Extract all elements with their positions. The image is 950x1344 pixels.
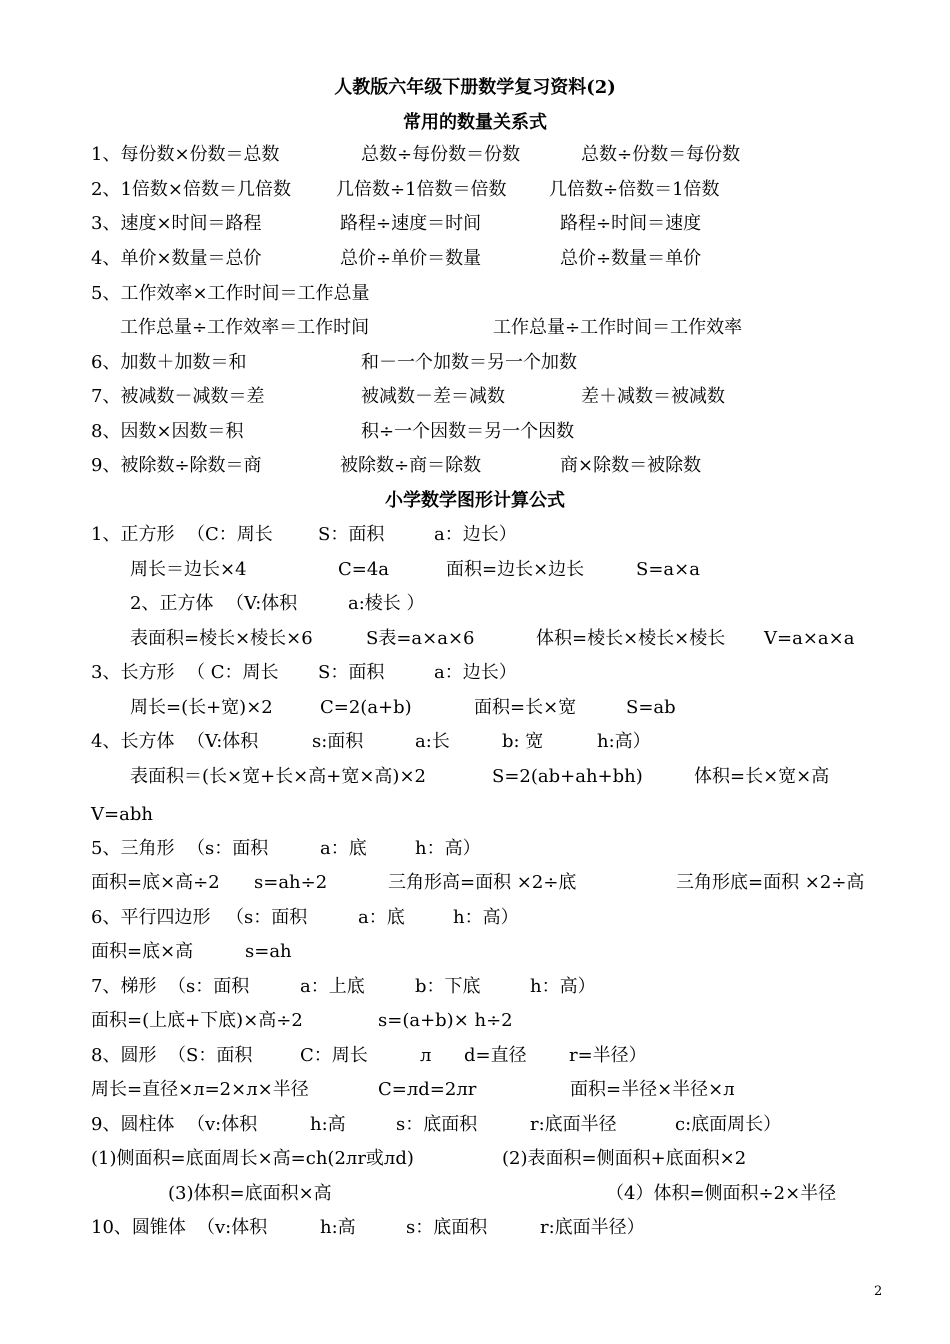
formula-text: S=ab [626, 697, 676, 718]
formula-text: 周长=(长+宽)×2 [130, 697, 273, 718]
formula-legend: h:高 [320, 1217, 356, 1238]
formula-text: C=лd=2лr [378, 1079, 477, 1100]
relation-text: 几倍数÷倍数＝1倍数 [549, 179, 720, 200]
formula-text: 表面积＝(长×宽+长×高+宽×高)×2 [130, 766, 426, 787]
formula-text: C=2(a+b) [320, 697, 412, 718]
formula-title: 9、圆柱体 [91, 1114, 175, 1135]
relation-text: 几倍数÷1倍数＝倍数 [336, 179, 507, 200]
formula-legend: s：底面积 [406, 1217, 488, 1238]
formula-legend: （S：面积 [168, 1045, 253, 1066]
formula-legend: a：底 [358, 907, 405, 928]
relation-text: 被减数－差＝减数 [361, 386, 505, 407]
formula-text: s=(a+b)× h÷2 [378, 1010, 513, 1031]
formula-legend: （s：面积 [168, 976, 250, 997]
relation-text: 总价÷单价＝数量 [340, 248, 482, 269]
formula-legend: c:底面周长） [675, 1114, 782, 1135]
formula-text: 面积=边长×边长 [446, 559, 585, 580]
formula-legend: a：边长） [434, 524, 517, 545]
formula-text: S表=a×a×6 [366, 628, 475, 649]
relation-text: 被除数÷商＝除数 [340, 455, 482, 476]
formula-legend: C：周长 [300, 1045, 368, 1066]
formula-text: 周长＝边长×4 [130, 559, 247, 580]
relation-text: 工作总量÷工作效率＝工作时间 [120, 317, 370, 338]
relation-text: 1、每份数×份数＝总数 [91, 144, 280, 165]
formula-legend: r:底面半径 [530, 1114, 617, 1135]
formula-legend: （v:体积 [197, 1217, 268, 1238]
formula-text: s=ah÷2 [254, 872, 328, 893]
formula-text: V=a×a×a [764, 628, 855, 649]
relation-text: 7、被减数－减数＝差 [91, 386, 265, 407]
formula-legend: b: 宽 [502, 731, 544, 752]
formula-legend: r=半径） [569, 1045, 647, 1066]
formula-text: V=abh [91, 804, 153, 825]
formula-legend: （V:体积 [226, 593, 298, 614]
relation-text: 6、加数＋加数＝和 [91, 352, 247, 373]
formula-legend: （C：周长 [187, 524, 273, 545]
relation-text: 8、因数×因数＝积 [91, 421, 244, 442]
relation-text: 9、被除数÷除数＝商 [91, 455, 262, 476]
formula-legend: （v:体积 [187, 1114, 258, 1135]
formula-legend: a：边长） [434, 662, 517, 683]
formula-title: 5、三角形 [91, 838, 175, 859]
formula-legend: h：高） [530, 976, 596, 997]
formula-legend: h：高） [415, 838, 481, 859]
formula-text: 表面积=棱长×棱长×6 [130, 628, 313, 649]
formula-legend: （ C：周长 [187, 662, 279, 683]
formula-title: 10、圆锥体 [91, 1217, 186, 1238]
relation-text: 总数÷每份数＝份数 [361, 144, 521, 165]
formula-text: 面积=底×高÷2 [91, 872, 220, 893]
page-title: 人教版六年级下册数学复习资料(2) [334, 77, 616, 98]
relation-text: 工作总量÷工作时间＝工作效率 [493, 317, 743, 338]
formula-legend: d=直径 [464, 1045, 527, 1066]
formula-legend: s：底面积 [396, 1114, 478, 1135]
formula-text: 面积=长×宽 [474, 697, 577, 718]
formula-text: S=a×a [636, 559, 700, 580]
formula-text: S=2(ab+ah+bh) [492, 766, 643, 787]
formula-text: （4）体积=侧面积÷2×半径 [606, 1183, 837, 1204]
formula-title: 6、平行四边形 [91, 907, 211, 928]
formula-legend: S：面积 [318, 524, 385, 545]
formula-legend: S：面积 [318, 662, 385, 683]
formula-title: 7、梯形 [91, 976, 157, 997]
formula-legend: a：底 [320, 838, 367, 859]
relation-text: 3、速度×时间＝路程 [91, 213, 262, 234]
relation-text: 路程÷速度＝时间 [340, 213, 482, 234]
formula-text: 三角形底=面积 ×2÷高 [676, 872, 865, 893]
formula-title: 2、正方体 [130, 593, 214, 614]
formula-legend: л [420, 1045, 432, 1066]
formula-text: (1)侧面积=底面周长×高=ch(2лr或лd) [91, 1148, 414, 1169]
formula-text: s=ah [245, 941, 292, 962]
formula-text: (3)体积=底面积×高 [168, 1183, 332, 1204]
relation-text: 积÷一个因数＝另一个因数 [361, 421, 575, 442]
formula-text: 面积=(上底+下底)×高÷2 [91, 1010, 303, 1031]
formula-legend: s:面积 [312, 731, 364, 752]
formula-title: 3、长方形 [91, 662, 175, 683]
formula-legend: （s：面积 [226, 907, 308, 928]
formula-text: 三角形高=面积 ×2÷底 [388, 872, 577, 893]
formula-legend: r:底面半径） [540, 1217, 645, 1238]
formula-legend: h：高） [453, 907, 519, 928]
relation-text: 差＋减数＝被减数 [581, 386, 725, 407]
relation-text: 5、工作效率×工作时间＝工作总量 [91, 283, 370, 304]
relation-text: 路程÷时间＝速度 [560, 213, 702, 234]
section-heading-formulas: 小学数学图形计算公式 [385, 490, 565, 511]
formula-legend: h:高） [597, 731, 651, 752]
formula-text: 体积=棱长×棱长×棱长 [536, 628, 726, 649]
formula-text: C=4a [338, 559, 390, 580]
relation-text: 总数÷份数＝每份数 [581, 144, 741, 165]
formula-text: 周长=直径×л=2×л×半径 [91, 1079, 309, 1100]
formula-legend: a：上底 [300, 976, 365, 997]
formula-title: 8、圆形 [91, 1045, 157, 1066]
formula-title: 1、正方形 [91, 524, 175, 545]
formula-legend: h:高 [310, 1114, 346, 1135]
formula-legend: （s：面积 [187, 838, 269, 859]
relation-text: 和－一个加数＝另一个加数 [361, 352, 577, 373]
formula-text: (2)表面积=侧面积+底面积×2 [502, 1148, 747, 1169]
formula-text: 面积=底×高 [91, 941, 194, 962]
relation-text: 总价÷数量＝单价 [560, 248, 702, 269]
section-heading-relations: 常用的数量关系式 [403, 112, 547, 133]
formula-legend: a:长 [415, 731, 450, 752]
formula-legend: a:棱长 ） [348, 593, 425, 614]
formula-text: 体积=长×宽×高 [694, 766, 830, 787]
formula-text: 面积=半径×半径×л [570, 1079, 735, 1100]
relation-text: 2、1倍数×倍数＝几倍数 [91, 179, 291, 200]
relation-text: 4、单价×数量＝总价 [91, 248, 262, 269]
formula-legend: b：下底 [415, 976, 481, 997]
formula-legend: （V:体积 [187, 731, 259, 752]
formula-title: 4、长方体 [91, 731, 175, 752]
page-number: 2 [874, 1284, 883, 1299]
relation-text: 商×除数＝被除数 [560, 455, 702, 476]
